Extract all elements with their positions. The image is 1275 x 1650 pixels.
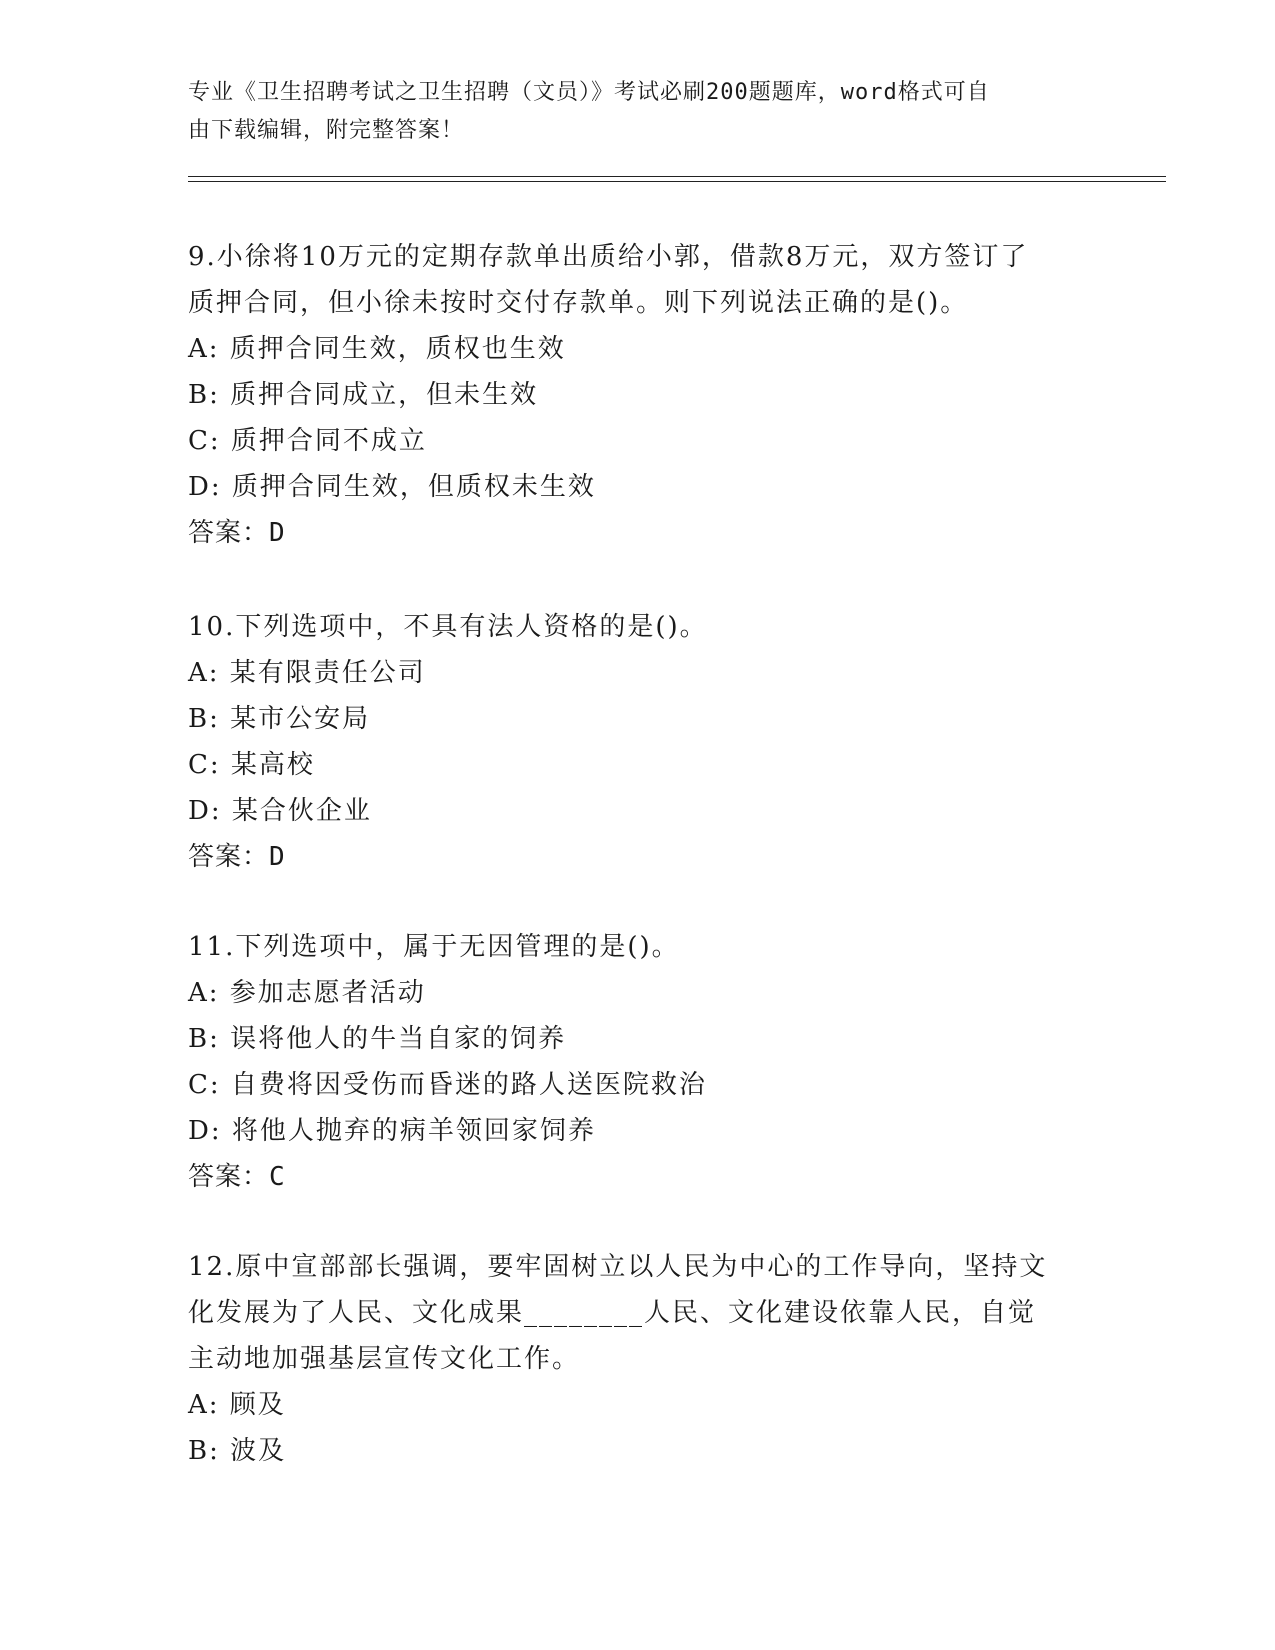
- question-12: [188, 1244, 1088, 1474]
- question-9: [188, 234, 1088, 556]
- document-header: [188, 74, 1088, 150]
- question-stem-line: 11.下列选项中，属于无因管理的是()。: [188, 932, 680, 962]
- answer-line: 答案：D: [188, 518, 286, 548]
- header-divider-bottom: [188, 181, 1166, 182]
- option-b: B: 波及: [188, 1436, 287, 1466]
- answer-line: 答案：D: [188, 842, 286, 872]
- question-stem-line: 10.下列选项中，不具有法人资格的是()。: [188, 612, 708, 642]
- header-line-1: 专业《卫生招聘考试之卫生招聘（文员）》考试必刷200题题库，word格式可自: [188, 80, 990, 105]
- option-c: C: 某高校: [188, 750, 315, 780]
- option-c: C: 质押合同不成立: [188, 426, 427, 456]
- option-a: A: 顾及: [188, 1390, 286, 1420]
- option-d: D: 质押合同生效，但质权未生效: [188, 472, 596, 502]
- option-a: A: 质押合同生效，质权也生效: [188, 334, 566, 364]
- option-a: A: 参加志愿者活动: [188, 978, 426, 1008]
- question-11: [188, 924, 1088, 1200]
- answer-line: 答案：C: [188, 1162, 286, 1192]
- header-line-2: 由下载编辑，附完整答案！: [188, 118, 465, 143]
- question-stem-line: 主动地加强基层宣传文化工作。: [188, 1344, 581, 1374]
- option-b: B: 质押合同成立，但未生效: [188, 380, 539, 410]
- question-stem-line: 质押合同，但小徐未按时交付存款单。则下列说法正确的是()。: [188, 288, 969, 318]
- option-b: B: 某市公安局: [188, 704, 371, 734]
- option-d: D: 某合伙企业: [188, 796, 372, 826]
- header-divider-top: [188, 176, 1166, 177]
- question-stem-line: 9.小徐将10万元的定期存款单出质给小郭，借款8万元，双方签订了: [188, 242, 1029, 272]
- option-a: A: 某有限责任公司: [188, 658, 426, 688]
- option-b: B: 误将他人的牛当自家的饲养: [188, 1024, 567, 1054]
- question-stem-line: 12.原中宣部部长强调，要牢固树立以人民为中心的工作导向，坚持文: [188, 1252, 1048, 1282]
- question-stem-line: 化发展为了人民、文化成果________人民、文化建设依靠人民，自觉: [188, 1298, 1037, 1328]
- question-10: [188, 604, 1088, 880]
- option-d: D: 将他人抛弃的病羊领回家饲养: [188, 1116, 596, 1146]
- option-c: C: 自费将因受伤而昏迷的路人送医院救治: [188, 1070, 707, 1100]
